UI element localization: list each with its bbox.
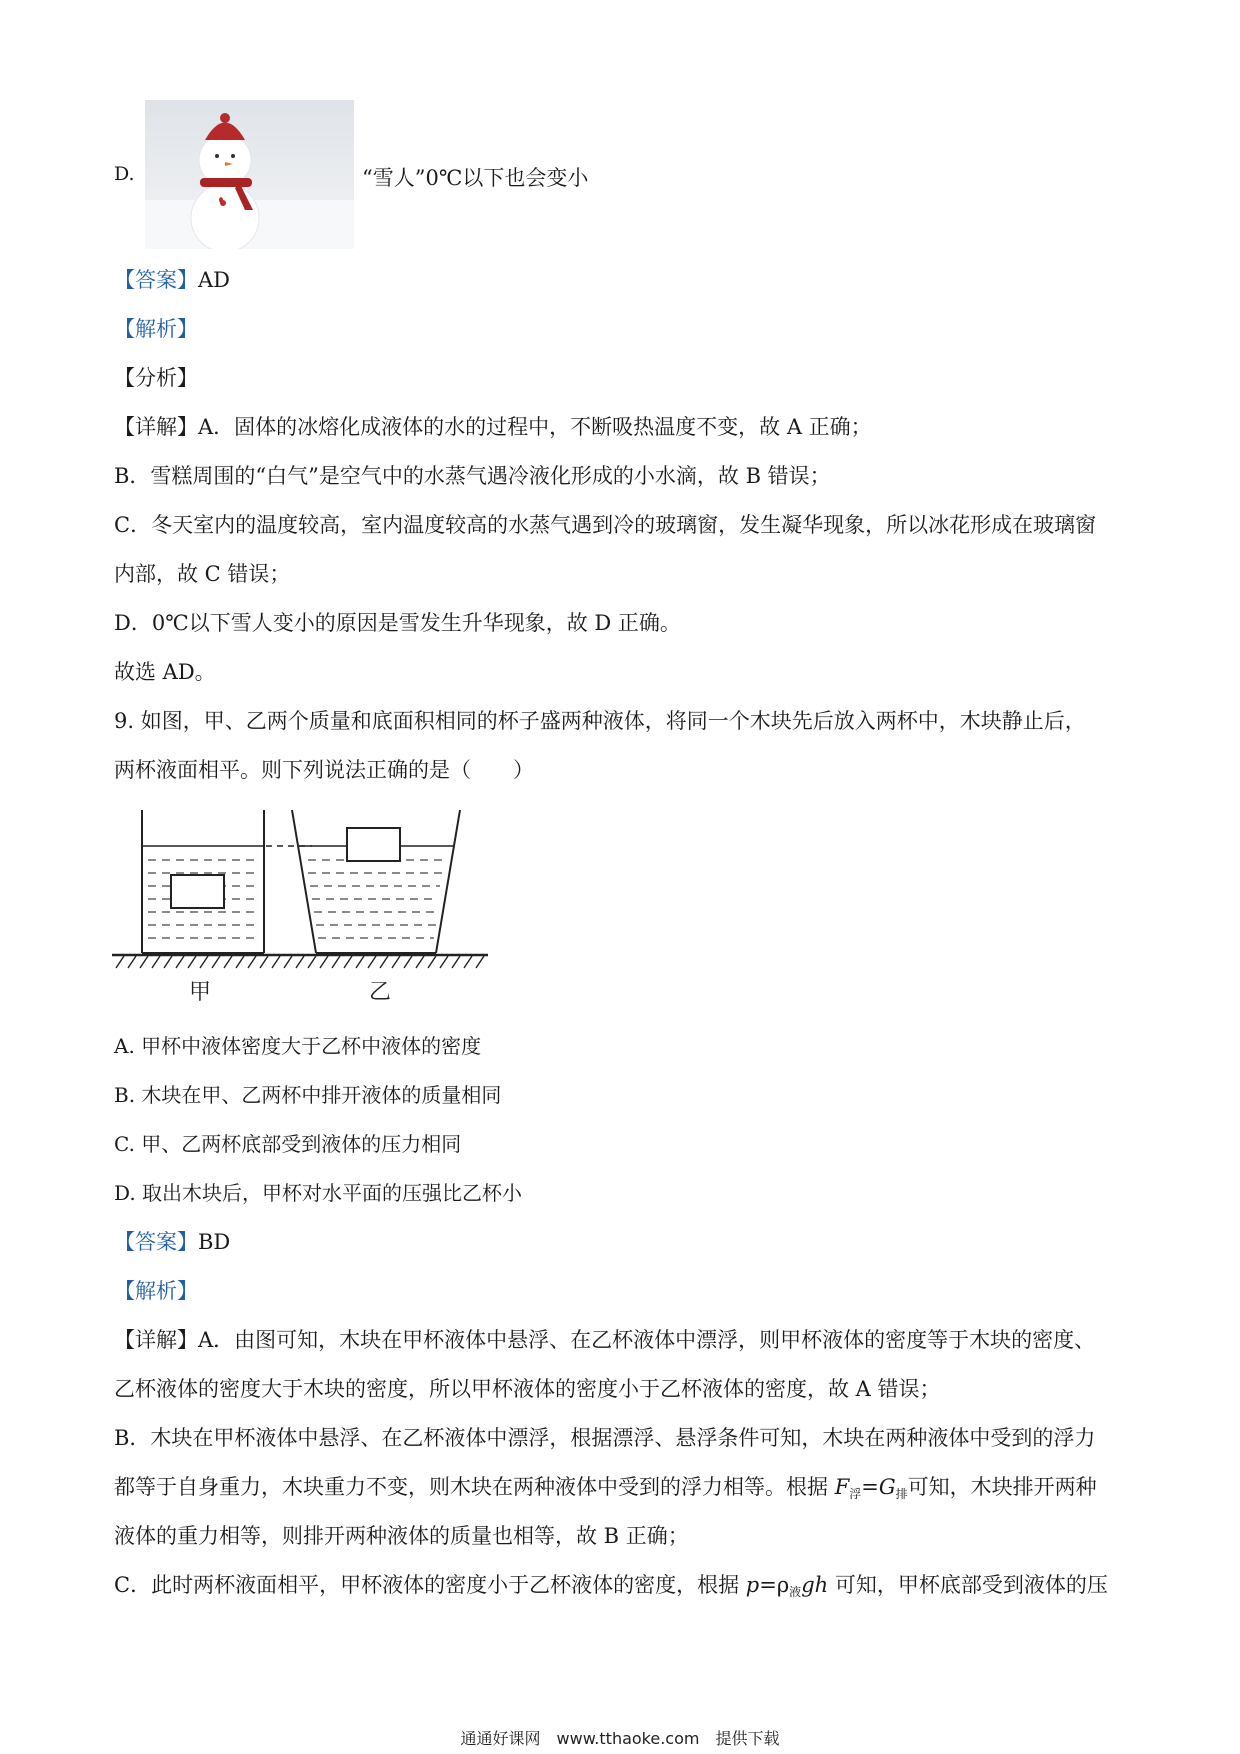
formula-eq: = [861,1475,879,1499]
option-d-label: D. [114,163,135,185]
detail-tag: 【详解】 [114,1328,198,1352]
formula-gh: gh [801,1573,829,1597]
answer-tag: 【答案】 [114,268,198,292]
detail-text: A．由图可知，木块在甲杯液体中悬浮、在乙杯液体中漂浮，则甲杯液体的密度等于木块的密度、 [198,1328,1096,1352]
q8-detail-line-a [114,412,872,442]
q9-detail-line-b2 [114,1472,1097,1509]
answer-tag: 【答案】 [114,1230,198,1254]
formula-sub-fu: 浮 [849,1487,862,1501]
formula-g: G [878,1475,896,1499]
detail-text: C．此时两杯液面相平，甲杯液体的密度小于乙杯液体的密度，根据 [114,1573,740,1597]
pressure-formula [746,1573,828,1597]
q9-stem-line-1: 9. 如图，甲、乙两个质量和底面积相同的杯子盛两种液体，将同一个木块先后放入两杯中，木块静止后， [114,709,1086,733]
q9-detail-line-a2: 乙杯液体的密度大于木块的密度，所以甲杯液体的密度小于乙杯液体的密度，故 A 错误； [114,1377,941,1401]
q8-analysis-tag: 【解析】 [114,317,198,341]
option-d-caption: “雪人”0℃以下也会变小 [362,166,589,190]
cup-yi [292,810,460,953]
detail-text: 都等于自身重力，木块重力不变，则木块在两种液体中受到的浮力相等。根据 [114,1475,828,1499]
q8-detail-line-c2: 内部，故 C 错误； [114,562,291,586]
detail-text: 可知，甲杯底部受到液体的压 [834,1573,1108,1597]
q8-fenxi-tag: 【分析】 [114,366,198,390]
formula-f: F [834,1475,850,1499]
detail-text: A．固体的冰熔化成液体的水的过程中，不断吸热温度不变，故 A 正确； [198,415,872,439]
q8-detail-line-d: D．0℃以下雪人变小的原因是雪发生升华现象，故 D 正确。 [114,611,681,635]
q9-option-d: D. 取出木块后，甲杯对水平面的压强比乙杯小 [114,1181,523,1205]
q9-option-a: A. 甲杯中液体密度大于乙杯中液体的密度 [114,1034,482,1058]
q9-detail-line-b1: B．木块在甲杯液体中悬浮、在乙杯液体中漂浮，根据漂浮、悬浮条件可知，木块在两种液体中受到的浮力 [114,1426,1096,1450]
q9-detail-line-c1 [114,1570,1108,1607]
q9-cups-figure [112,800,492,1010]
cup-yi-label: 乙 [368,980,392,1005]
answer-value: BD [198,1230,231,1254]
detail-text: 可知，木块排开两种 [907,1475,1097,1499]
q9-option-c: C. 甲、乙两杯底部受到液体的压力相同 [114,1132,462,1156]
q8-conclusion: 故选 AD。 [114,660,216,684]
q9-option-b: B. 木块在甲、乙两杯中排开液体的质量相同 [114,1083,502,1107]
buoyancy-formula [835,1475,908,1499]
formula-sub-ye: 液 [789,1585,802,1599]
cup-jia [142,810,264,953]
detail-tag: 【详解】 [114,415,198,439]
formula-eq-rho: =ρ [759,1573,790,1597]
q8-answer [114,265,230,295]
q9-analysis-tag: 【解析】 [114,1279,198,1303]
answer-value: AD [198,268,231,292]
q9-detail-line-b3: 液体的重力相等，则排开两种液体的质量也相等，故 B 正确； [114,1524,689,1548]
formula-p: p [745,1573,760,1597]
snowman-image [145,100,354,249]
formula-sub-pai: 排 [895,1487,908,1501]
q8-detail-line-b: B．雪糕周围的“白气”是空气中的水蒸气遇冷液化形成的小水滴，故 B 错误； [114,464,831,488]
ground-surface [112,955,488,968]
cup-jia-label: 甲 [188,980,212,1005]
q8-detail-line-c1: C．冬天室内的温度较高，室内温度较高的水蒸气遇到冷的玻璃窗，发生凝华现象，所以冰花形成在玻璃窗 [114,513,1097,537]
q9-answer [114,1227,230,1257]
q9-detail-line-a1 [114,1325,1095,1355]
page-footer: 通通好课网 www.tthaoke.com 提供下载 [460,1729,780,1748]
q9-stem-line-2: 两杯液面相平。则下列说法正确的是（ ） [114,758,534,782]
